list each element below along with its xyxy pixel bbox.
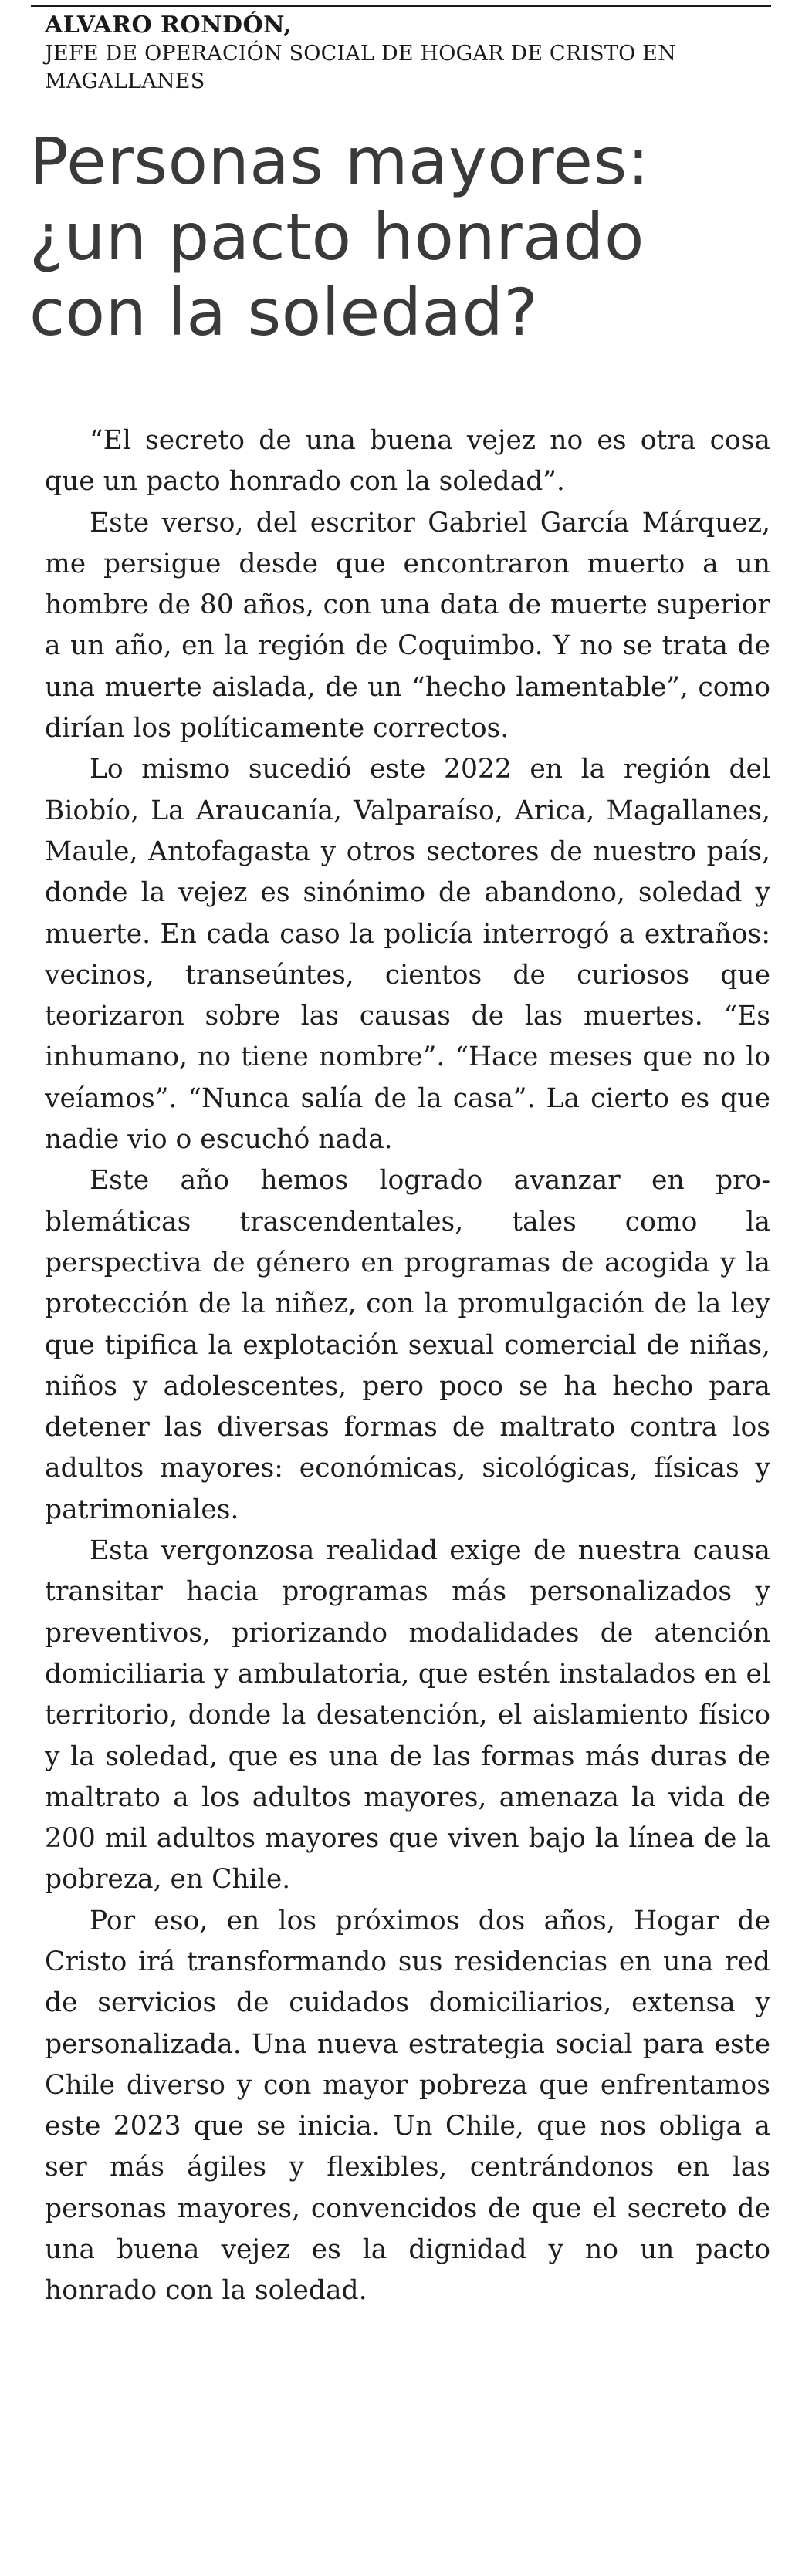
top-rule [31,5,771,7]
paragraph: Lo mismo sucedió este 2022 en la región del Biobío, La Araucanía, Valparaíso, Arica, Magallanes, Maule, Antofagasta y otros sectores de nuestro país, donde la vejez es sinónimo de abandono, soledad y muerte. En cada caso la policía interrogó a extraños: vecinos, transeúntes, cientos de curiosos que teorizaron sobre las causas de las muertes. “Es inhumano, no tiene nombre”. “Hace meses que no lo veíamos”. “Nunca salía de la casa”. La cierto es que nadie vio o escuchó nada. [45,754,770,1156]
byline [45,11,739,96]
paragraph: Por eso, en los próximos dos años, Hogar de Cristo irá transformando sus residencias en una red de servicios de cuidados domiciliarios, extensa y personalizada. Una nueva estrategia social para este Chile diverso y con mayor pobreza que enfrentamos este 2023 que se inicia. Un Chile, que nos obliga a ser más ágiles y flexibles, centrándonos en las personas mayores, convencidos de que el secreto de una buena vejez es la dignidad y no un pacto honrado con la soledad. [45,1905,770,2307]
paragraph: Este año hemos logrado avanzar en problemáticas trascendentales, tales como la perspectiva de género en programas de acogida y la protección de la niñez, con la promulgación de la ley que tipifica la explotación sexual comercial de niñas, niños y adolescentes, pero poco se ha hecho para detener las diversas formas de maltrato contra los adultos mayores: económicas, sicológicas, físicas y patrimoniales. [45,1165,770,1525]
headline: Personas mayores: ¿un pacto honrado con la soledad? [29,123,650,350]
paragraph: “El secreto de una buena vejez no es otra cosa que un pacto honrado con la soledad”. [45,425,770,498]
paragraph: Este verso, del escritor Gabriel García Márquez, me persigue desde que encontraron muerto a un hombre de 80 años, con una data de muerte superior a un año, en la región de Coquimbo. Y no se trata de una muerte aislada, de un “hecho lamentable”, como dirían los políticamente correctos. [45,507,770,744]
paragraph: Esta vergonzosa realidad exige de nuestra causa transitar hacia programas más personalizados y preventivos, priorizando modalidades de atención domiciliaria y ambulatoria, que estén instalados en el territorio, donde la desatención, el aislamiento físico y la soledad, que es una de las formas más duras de maltrato a los adultos mayores, amenaza la vida de 200 mil adultos mayores que viven bajo la línea de la pobreza, en Chile. [45,1535,770,1896]
author-name: ALVARO RONDÓN, [45,12,293,39]
author-role: JEFE DE OPERACIÓN SOCIAL DE HOGAR DE CRISTO EN MAGALLANES [45,42,676,93]
article-body [45,420,770,2312]
